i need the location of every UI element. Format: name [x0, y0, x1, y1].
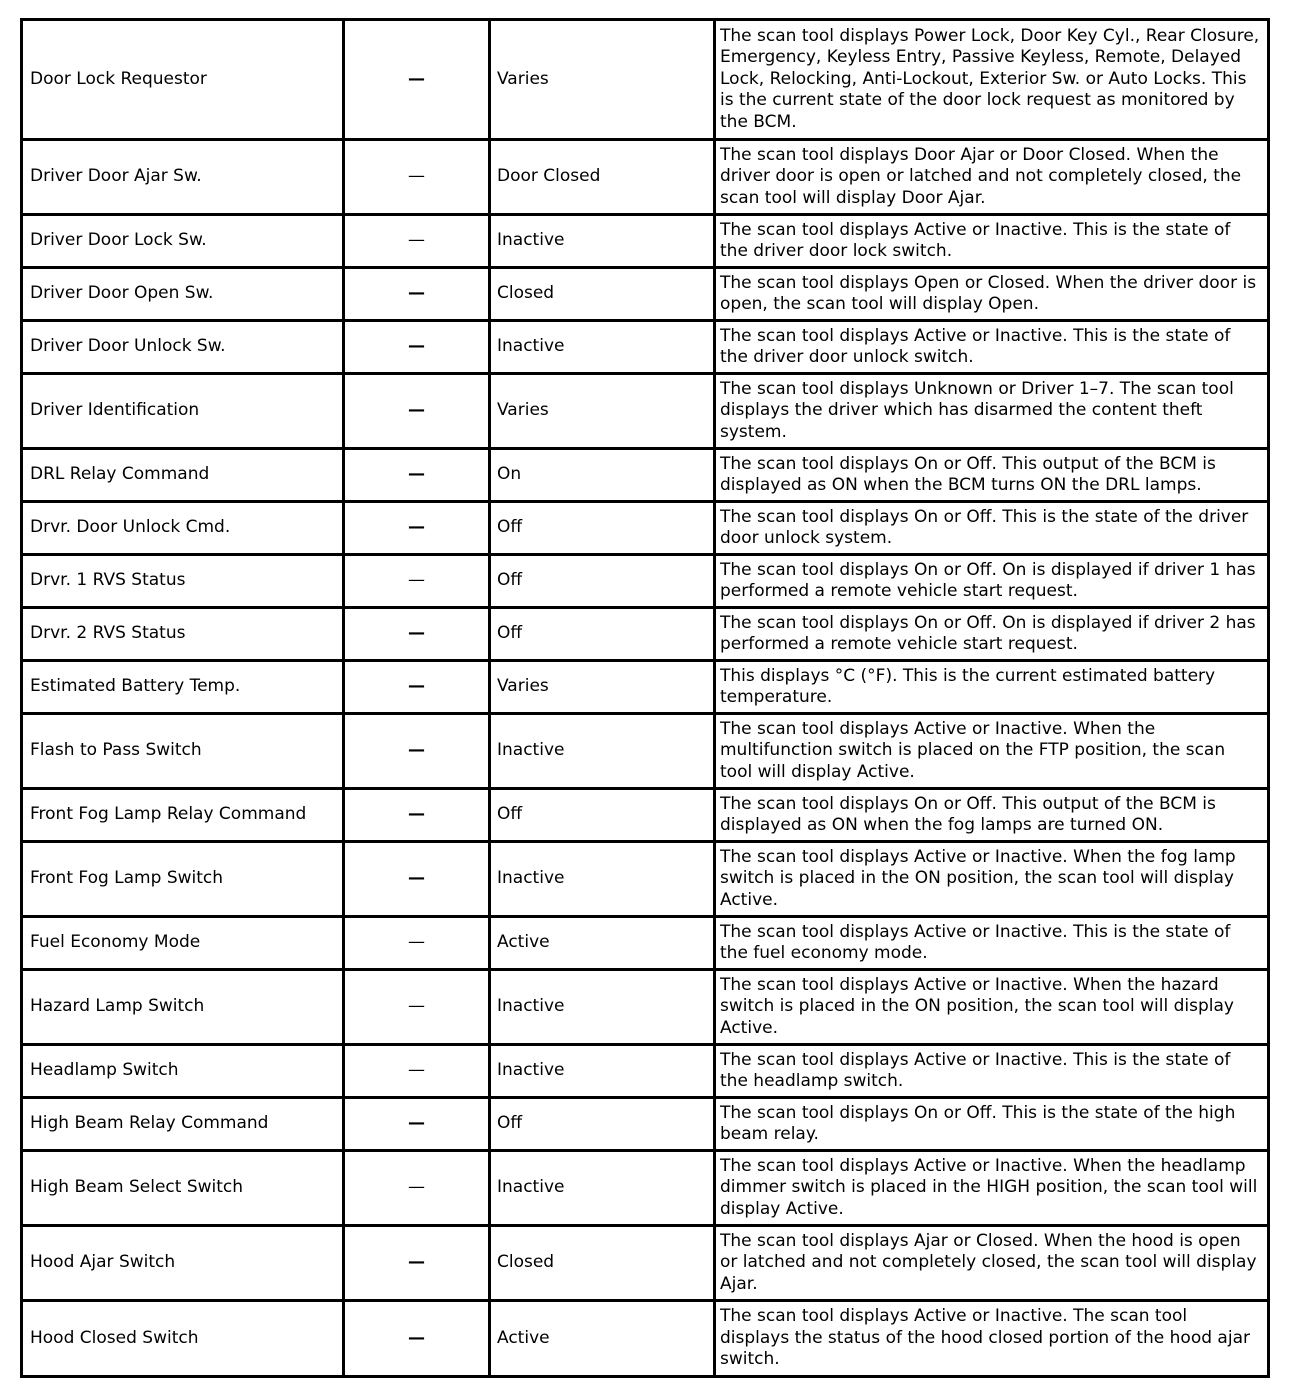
typical-value: Inactive — [490, 1045, 715, 1098]
parameter-name: Drvr. 1 RVS Status — [22, 555, 344, 608]
typical-value: Off — [490, 608, 715, 661]
table-row — [22, 661, 1269, 714]
table-row — [22, 1301, 1269, 1377]
typical-value: Closed — [490, 268, 715, 321]
range-dash: — — [344, 215, 490, 268]
table-row — [22, 215, 1269, 268]
parameter-name: Driver Identification — [22, 374, 344, 449]
table-row — [22, 449, 1269, 502]
typical-value: Closed — [490, 1226, 715, 1301]
parameter-description: The scan tool displays On or Off. On is displayed if driver 1 has performed a remote vehicle start request. — [715, 555, 1269, 608]
table-row — [22, 502, 1269, 555]
parameter-name: Driver Door Open Sw. — [22, 268, 344, 321]
table-row — [22, 1098, 1269, 1151]
parameter-description: The scan tool displays Active or Inactive. When the headlamp dimmer switch is placed in the HIGH position, the scan tool will display Active. — [715, 1151, 1269, 1226]
parameter-name: Headlamp Switch — [22, 1045, 344, 1098]
typical-value: Active — [490, 917, 715, 970]
range-dash: — — [344, 970, 490, 1045]
table-row — [22, 20, 1269, 140]
range-dash: — — [344, 321, 490, 374]
parameter-name: Front Fog Lamp Switch — [22, 842, 344, 917]
parameter-description: The scan tool displays Active or Inactive. When the multifunction switch is placed on the FTP position, the scan tool will display Active. — [715, 714, 1269, 789]
range-dash: — — [344, 20, 490, 140]
table-row — [22, 1045, 1269, 1098]
range-dash: — — [344, 1301, 490, 1377]
range-dash: — — [344, 1098, 490, 1151]
parameter-description: This displays °C (°F). This is the current estimated battery temperature. — [715, 661, 1269, 714]
parameter-name: Drvr. 2 RVS Status — [22, 608, 344, 661]
parameter-name: Flash to Pass Switch — [22, 714, 344, 789]
range-dash: — — [344, 555, 490, 608]
typical-value: Varies — [490, 374, 715, 449]
parameter-description: The scan tool displays On or Off. On is displayed if driver 2 has performed a remote vehicle start request. — [715, 608, 1269, 661]
parameter-name: High Beam Relay Command — [22, 1098, 344, 1151]
table-row — [22, 917, 1269, 970]
table-row — [22, 268, 1269, 321]
table-row — [22, 1151, 1269, 1226]
range-dash: — — [344, 449, 490, 502]
typical-value: Inactive — [490, 714, 715, 789]
parameter-name: Hood Ajar Switch — [22, 1226, 344, 1301]
range-dash: — — [344, 714, 490, 789]
parameter-description: The scan tool displays Active or Inactive. This is the state of the headlamp switch. — [715, 1045, 1269, 1098]
parameter-description: The scan tool displays Active or Inactive. The scan tool displays the status of the hood closed portion of the hood ajar switch. — [715, 1301, 1269, 1377]
parameter-description: The scan tool displays Power Lock, Door Key Cyl., Rear Closure, Emergency, Keyless Entry, Passive Keyless, Remote, Delayed Lock, Relocking, Anti-Lockout, Exterior Sw. or Auto Locks. This is the current state of the door lock request as monitored by the BCM. — [715, 20, 1269, 140]
parameter-description: The scan tool displays Active or Inactive. This is the state of the driver door unlock switch. — [715, 321, 1269, 374]
typical-value: Off — [490, 502, 715, 555]
parameter-description: The scan tool displays Ajar or Closed. When the hood is open or latched and not completely closed, the scan tool will display Ajar. — [715, 1226, 1269, 1301]
table-row — [22, 140, 1269, 215]
typical-value: Inactive — [490, 970, 715, 1045]
typical-value: Varies — [490, 20, 715, 140]
parameter-name: Front Fog Lamp Relay Command — [22, 789, 344, 842]
parameter-name: Driver Door Ajar Sw. — [22, 140, 344, 215]
typical-value: On — [490, 449, 715, 502]
parameter-name: High Beam Select Switch — [22, 1151, 344, 1226]
table-row — [22, 714, 1269, 789]
table-row — [22, 321, 1269, 374]
parameter-description: The scan tool displays Active or Inactive. When the hazard switch is placed in the ON position, the scan tool will display Active. — [715, 970, 1269, 1045]
typical-value: Off — [490, 789, 715, 842]
range-dash: — — [344, 789, 490, 842]
parameter-name: DRL Relay Command — [22, 449, 344, 502]
typical-value: Active — [490, 1301, 715, 1377]
table-row — [22, 1226, 1269, 1301]
parameter-description: The scan tool displays On or Off. This is the state of the high beam relay. — [715, 1098, 1269, 1151]
parameter-description: The scan tool displays Open or Closed. When the driver door is open, the scan tool will display Open. — [715, 268, 1269, 321]
range-dash: — — [344, 268, 490, 321]
parameter-name: Door Lock Requestor — [22, 20, 344, 140]
parameter-description: The scan tool displays Active or Inactive. This is the state of the driver door lock switch. — [715, 215, 1269, 268]
scan-tool-data-table — [20, 18, 1270, 1378]
parameter-description: The scan tool displays Door Ajar or Door Closed. When the driver door is open or latched and not completely closed, the scan tool will display Door Ajar. — [715, 140, 1269, 215]
parameter-description: The scan tool displays Active or Inactive. When the fog lamp switch is placed in the ON position, the scan tool will display Active. — [715, 842, 1269, 917]
parameter-name: Driver Door Unlock Sw. — [22, 321, 344, 374]
table-row — [22, 555, 1269, 608]
parameter-name: Estimated Battery Temp. — [22, 661, 344, 714]
range-dash: — — [344, 502, 490, 555]
range-dash: — — [344, 1045, 490, 1098]
table-row — [22, 842, 1269, 917]
typical-value: Inactive — [490, 321, 715, 374]
table-body — [22, 20, 1269, 1377]
typical-value: Off — [490, 555, 715, 608]
range-dash: — — [344, 917, 490, 970]
range-dash: — — [344, 140, 490, 215]
typical-value: Door Closed — [490, 140, 715, 215]
typical-value: Off — [490, 1098, 715, 1151]
parameter-name: Hazard Lamp Switch — [22, 970, 344, 1045]
typical-value: Inactive — [490, 1151, 715, 1226]
table-row — [22, 970, 1269, 1045]
range-dash: — — [344, 608, 490, 661]
parameter-description: The scan tool displays Unknown or Driver 1–7. The scan tool displays the driver which has disarmed the content theft system. — [715, 374, 1269, 449]
range-dash: — — [344, 374, 490, 449]
range-dash: — — [344, 842, 490, 917]
table-row — [22, 608, 1269, 661]
parameter-name: Hood Closed Switch — [22, 1301, 344, 1377]
table-row — [22, 789, 1269, 842]
range-dash: — — [344, 661, 490, 714]
typical-value: Inactive — [490, 842, 715, 917]
typical-value: Varies — [490, 661, 715, 714]
range-dash: — — [344, 1226, 490, 1301]
parameter-name: Fuel Economy Mode — [22, 917, 344, 970]
parameter-description: The scan tool displays On or Off. This is the state of the driver door unlock system. — [715, 502, 1269, 555]
parameter-description: The scan tool displays On or Off. This output of the BCM is displayed as ON when the BCM turns ON the DRL lamps. — [715, 449, 1269, 502]
parameter-description: The scan tool displays On or Off. This output of the BCM is displayed as ON when the fog lamps are turned ON. — [715, 789, 1269, 842]
parameter-name: Drvr. Door Unlock Cmd. — [22, 502, 344, 555]
table-row — [22, 374, 1269, 449]
parameter-name: Driver Door Lock Sw. — [22, 215, 344, 268]
parameter-description: The scan tool displays Active or Inactive. This is the state of the fuel economy mode. — [715, 917, 1269, 970]
typical-value: Inactive — [490, 215, 715, 268]
range-dash: — — [344, 1151, 490, 1226]
